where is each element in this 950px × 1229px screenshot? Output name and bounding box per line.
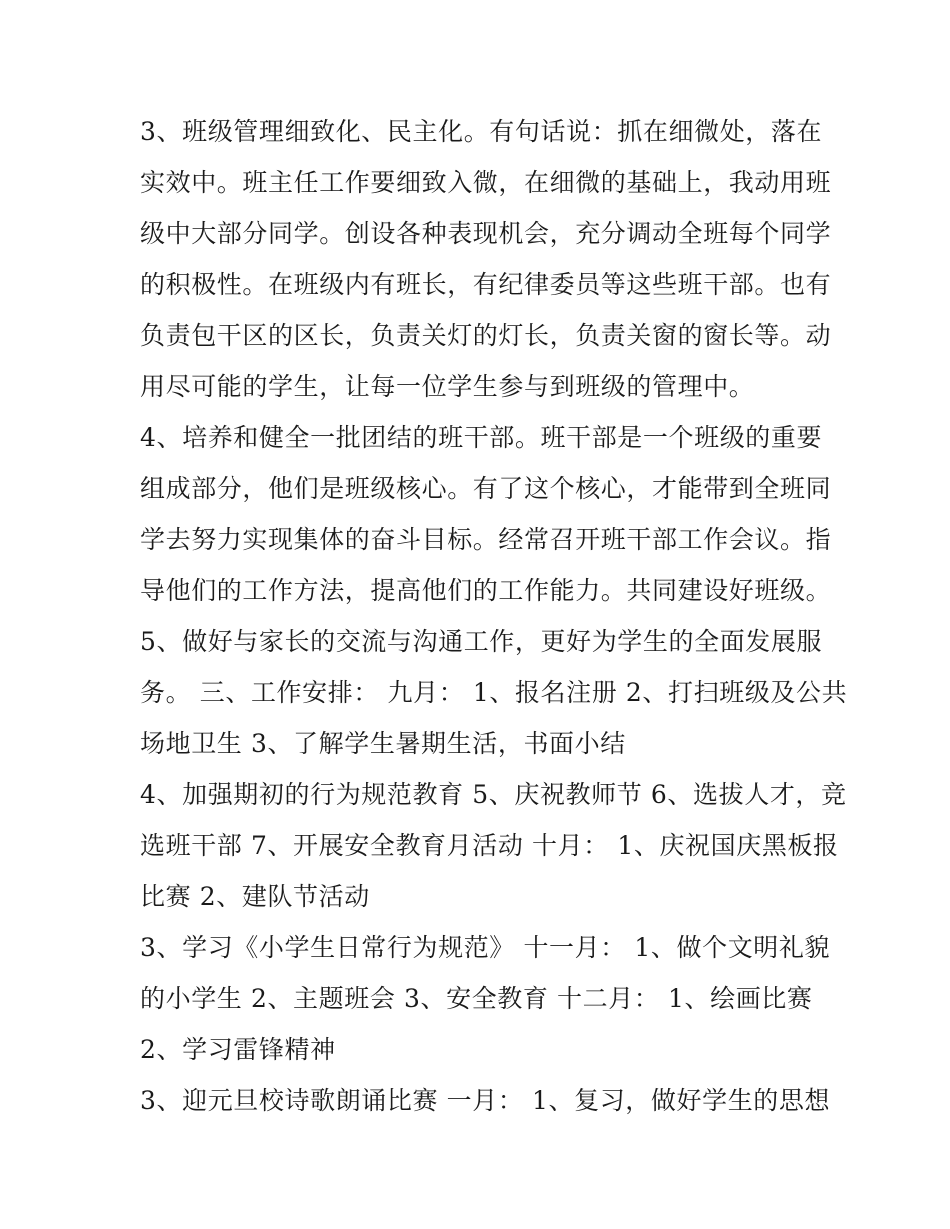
- text-line: 场地卫生 3、了解学生暑期生活，书面小结: [140, 729, 626, 758]
- text-line: 组成部分，他们是班级核心。有了这个核心，才能带到全班同: [140, 474, 832, 503]
- text-line: 学去努力实现集体的奋斗目标。经常召开班干部工作会议。指: [140, 525, 832, 554]
- text-line: 导他们的工作方法，提高他们的工作能力。共同建设好班级。: [140, 576, 832, 605]
- text-line: 3、迎元旦校诗歌朗诵比赛 一月： 1、复习，做好学生的思想: [140, 1086, 831, 1115]
- text-line: 4、加强期初的行为规范教育 5、庆祝教师节 6、选拔人才，竞: [140, 780, 847, 809]
- text-line: 的积极性。在班级内有班长，有纪律委员等这些班干部。也有: [140, 270, 832, 299]
- text-line: 比赛 2、建队节活动: [140, 882, 370, 911]
- text-line: 4、培养和健全一批团结的班干部。班干部是一个班级的重要: [140, 423, 823, 452]
- text-line: 用尽可能的学生，让每一位学生参与到班级的管理中。: [140, 372, 755, 401]
- text-line: 选班干部 7、开展安全教育月活动 十月： 1、庆祝国庆黑板报: [140, 831, 839, 860]
- text-line: 级中大部分同学。创设各种表现机会，充分调动全班每个同学: [140, 219, 832, 248]
- text-line: 3、班级管理细致化、民主化。有句话说：抓在细微处，落在: [140, 117, 823, 146]
- text-line: 负责包干区的区长，负责关灯的灯长，负责关窗的窗长等。动: [140, 321, 832, 350]
- text-line: 3、学习《小学生日常行为规范》 十一月： 1、做个文明礼貌: [140, 933, 831, 962]
- text-line: 务。 三、工作安排： 九月： 1、报名注册 2、打扫班级及公共: [140, 678, 848, 707]
- text-line: 的小学生 2、主题班会 3、安全教育 十二月： 1、绘画比赛: [140, 984, 813, 1013]
- text-line: 5、做好与家长的交流与沟通工作，更好为学生的全面发展服: [140, 627, 823, 656]
- document-body: [140, 106, 848, 1126]
- text-line: 实效中。班主任工作要细致入微，在细微的基础上，我动用班: [140, 168, 832, 197]
- text-line: 2、学习雷锋精神: [140, 1035, 336, 1064]
